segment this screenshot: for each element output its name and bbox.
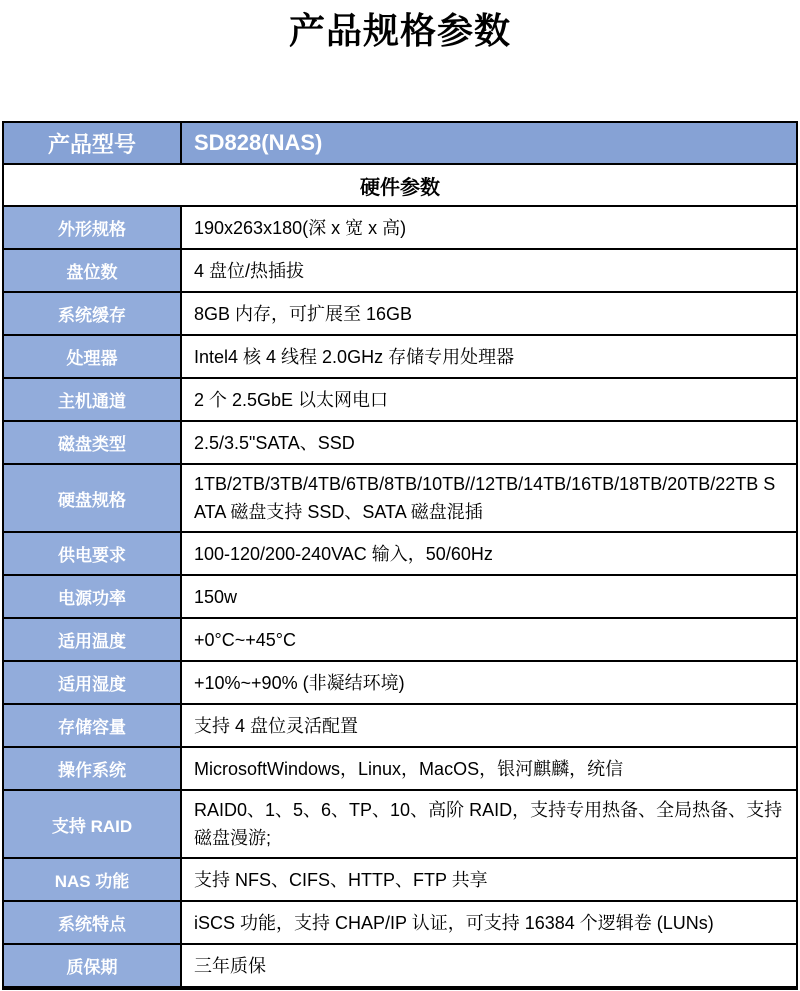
spec-value-cell: 150w — [194, 586, 238, 607]
model-header-row — [4, 123, 796, 165]
table-row — [4, 945, 796, 988]
table-row — [4, 619, 796, 662]
table-row — [4, 705, 796, 748]
spec-label-cell: 处理器 — [4, 336, 182, 377]
table-row — [4, 748, 796, 791]
model-value: SD828(NAS) — [182, 123, 796, 163]
page-title: 产品规格参数 — [288, 10, 511, 51]
section-header-label: 硬件参数 — [360, 176, 440, 199]
spec-sheet-page — [0, 6, 800, 991]
spec-value-cell: 2 个 2.5GbE 以太网电口 — [194, 389, 389, 410]
table-row — [4, 902, 796, 945]
spec-table — [2, 121, 798, 990]
spec-rows — [4, 207, 796, 988]
spec-value-cell: 支持 NFS、CIFS、HTTP、FTP 共享 — [194, 869, 488, 890]
spec-value-cell: 8GB 内存，可扩展至 16GB — [194, 303, 413, 324]
spec-value-cell: RAID0、1、5、6、TP、10、高阶 RAID，支持专用热备、全局热备、支持磁盘漫游; — [194, 800, 783, 848]
table-row — [4, 662, 796, 705]
spec-label-cell: 质保期 — [4, 945, 182, 986]
spec-value-cell: 支持 4 盘位灵活配置 — [194, 715, 359, 736]
spec-label-cell: 盘位数 — [4, 250, 182, 291]
spec-label-cell: 系统缓存 — [4, 293, 182, 334]
table-row — [4, 576, 796, 619]
spec-label-cell: 外形规格 — [4, 207, 182, 248]
table-row — [4, 859, 796, 902]
spec-value-cell: 三年质保 — [194, 955, 266, 976]
spec-value-cell: 4 盘位/热插拔 — [194, 260, 305, 281]
spec-value-cell: 2.5/3.5"SATA、SSD — [194, 432, 355, 453]
table-row — [4, 791, 796, 859]
spec-label-cell: 电源功率 — [4, 576, 182, 617]
spec-value-cell: iSCS 功能，支持 CHAP/IP 认证，可支持 16384 个逻辑卷 (LUNs) — [194, 912, 714, 933]
spec-value-cell: +10%~+90% (非凝结环境) — [194, 672, 405, 693]
table-row — [4, 250, 796, 293]
spec-label-cell: 操作系统 — [4, 748, 182, 789]
spec-label-cell: 主机通道 — [4, 379, 182, 420]
spec-label-cell: 系统特点 — [4, 902, 182, 943]
spec-value-cell: 1TB/2TB/3TB/4TB/6TB/8TB/10TB//12TB/14TB/16TB/18TB/20TB/22TB SATA 磁盘支持 SSD、SATA 磁盘混插 — [194, 474, 776, 522]
spec-label-cell: 适用温度 — [4, 619, 182, 660]
table-row — [4, 207, 796, 250]
spec-label-cell: 硬盘规格 — [4, 465, 182, 531]
table-row — [4, 533, 796, 576]
spec-value-cell: MicrosoftWindows，Linux，MacOS，银河麒麟，统信 — [194, 758, 624, 779]
spec-label-cell: 适用湿度 — [4, 662, 182, 703]
section-header-row — [4, 165, 796, 207]
spec-value-cell: Intel4 核 4 线程 2.0GHz 存储专用处理器 — [194, 346, 515, 367]
model-label: 产品型号 — [4, 123, 182, 163]
table-row — [4, 336, 796, 379]
spec-value-cell: 190x263x180(深 x 宽 x 高) — [194, 217, 407, 238]
table-row — [4, 379, 796, 422]
spec-value-cell: +0°C~+45°C — [194, 629, 296, 650]
table-row — [4, 422, 796, 465]
spec-label-cell: 供电要求 — [4, 533, 182, 574]
spec-label-cell: 支持 RAID — [4, 791, 182, 857]
spec-label-cell: 磁盘类型 — [4, 422, 182, 463]
table-row — [4, 465, 796, 533]
spec-label-cell: 存储容量 — [4, 705, 182, 746]
spec-label-cell: NAS 功能 — [4, 859, 182, 900]
table-row — [4, 293, 796, 336]
spec-value-cell: 100-120/200-240VAC 输入，50/60Hz — [194, 543, 493, 564]
